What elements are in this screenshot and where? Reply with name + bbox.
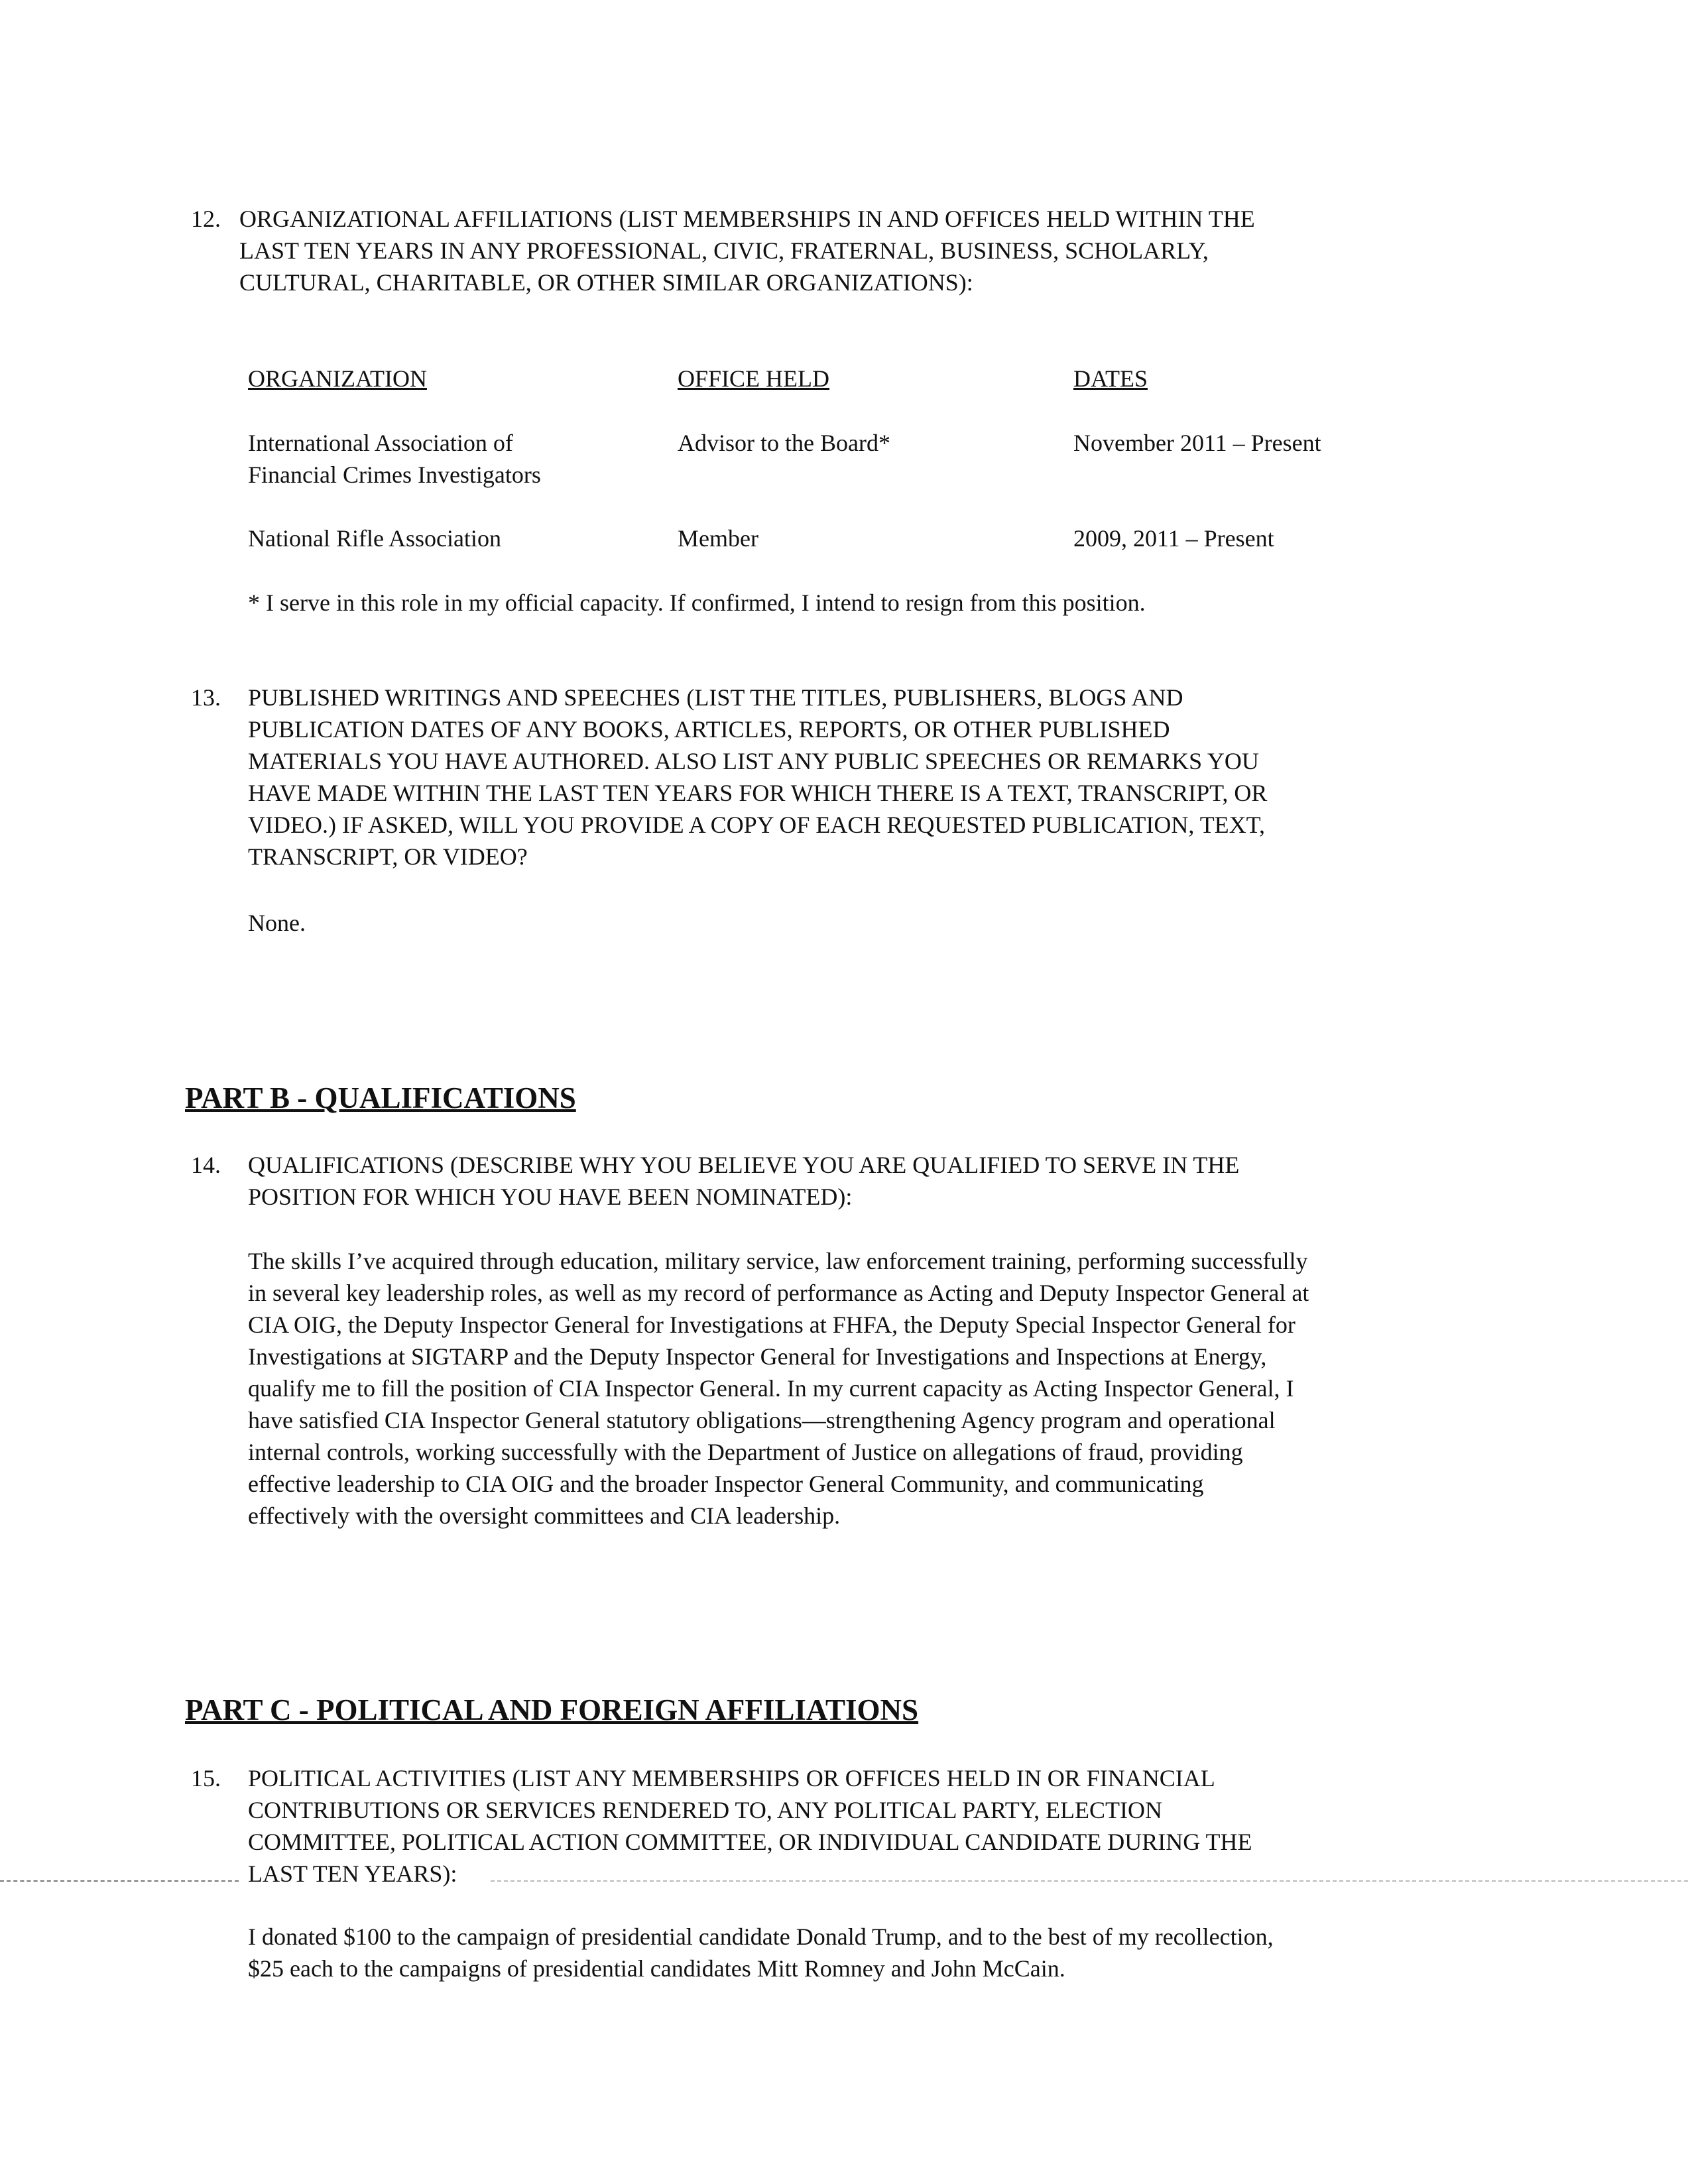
q14-line: POSITION FOR WHICH YOU HAVE BEEN NOMINATED): [248, 1183, 853, 1210]
scan-artifact-line [491, 1880, 1688, 1882]
q13-line: PUBLICATION DATES OF ANY BOOKS, ARTICLES, REPORTS, OR OTHER PUBLISHED [248, 716, 1170, 743]
q12-footnote: * I serve in this role in my official capacity. If confirmed, I intend to resign from this position. [248, 589, 1146, 616]
q15-line: LAST TEN YEARS): [248, 1860, 457, 1887]
table-cell-org [248, 427, 541, 491]
q15-line: COMMITTEE, POLITICAL ACTION COMMITTEE, OR INDIVIDUAL CANDIDATE DURING THE [248, 1829, 1252, 1855]
q12-number: 12. [191, 206, 221, 232]
col-header-organization: ORGANIZATION [248, 365, 427, 392]
answer-line: effectively with the oversight committees and CIA leadership. [248, 1502, 841, 1529]
q15-number: 15. [191, 1765, 221, 1791]
table-cell-dates: 2009, 2011 – Present [1073, 525, 1274, 552]
table-cell-office: Member [678, 525, 758, 552]
org-line: International Association of [248, 430, 513, 456]
answer-line: The skills I’ve acquired through education, military service, law enforcement training, performing successfully [248, 1248, 1308, 1274]
part-c-heading: PART C - POLITICAL AND FOREIGN AFFILIATIONS [185, 1693, 919, 1727]
q13-line: VIDEO.) IF ASKED, WILL YOU PROVIDE A COPY OF EACH REQUESTED PUBLICATION, TEXT, [248, 812, 1265, 838]
q13-line: PUBLISHED WRITINGS AND SPEECHES (LIST THE TITLES, PUBLISHERS, BLOGS AND [248, 684, 1183, 711]
answer-line: Investigations at SIGTARP and the Deputy Inspector General for Investigations and Inspections at Energy, [248, 1343, 1267, 1370]
answer-line: internal controls, working successfully with the Department of Justice on allegations of fraud, providing [248, 1439, 1243, 1465]
q15-answer [248, 1921, 1274, 1984]
answer-line: qualify me to fill the position of CIA Inspector General. In my current capacity as Acting Inspector General, I [248, 1375, 1294, 1402]
q13-line: TRANSCRIPT, OR VIDEO? [248, 843, 528, 870]
table-cell-dates: November 2011 – Present [1073, 430, 1321, 456]
q15-question [248, 1762, 1252, 1890]
q12-line: ORGANIZATIONAL AFFILIATIONS (LIST MEMBERSHIPS IN AND OFFICES HELD WITHIN THE [239, 206, 1255, 232]
q13-line: MATERIALS YOU HAVE AUTHORED. ALSO LIST ANY PUBLIC SPEECHES OR REMARKS YOU [248, 748, 1259, 774]
q15-line: POLITICAL ACTIVITIES (LIST ANY MEMBERSHIPS OR OFFICES HELD IN OR FINANCIAL [248, 1765, 1215, 1791]
q14-number: 14. [191, 1152, 221, 1178]
answer-line: in several key leadership roles, as well as my record of performance as Acting and Deputy Inspector General at [248, 1280, 1309, 1306]
q14-line: QUALIFICATIONS (DESCRIBE WHY YOU BELIEVE YOU ARE QUALIFIED TO SERVE IN THE [248, 1152, 1240, 1178]
q14-answer [248, 1245, 1309, 1532]
answer-line: $25 each to the campaigns of presidential candidates Mitt Romney and John McCain. [248, 1955, 1065, 1982]
answer-line: CIA OIG, the Deputy Inspector General for Investigations at FHFA, the Deputy Special Inspector General for [248, 1311, 1296, 1338]
part-b-heading: PART B - QUALIFICATIONS [185, 1081, 576, 1115]
answer-line: effective leadership to CIA OIG and the broader Inspector General Community, and communicating [248, 1471, 1204, 1497]
col-header-dates: DATES [1073, 365, 1148, 392]
q12-line: LAST TEN YEARS IN ANY PROFESSIONAL, CIVIC, FRATERNAL, BUSINESS, SCHOLARLY, [239, 237, 1209, 264]
q14-question [248, 1149, 1239, 1213]
q13-answer: None. [248, 910, 306, 936]
table-cell-org: National Rifle Association [248, 525, 501, 552]
q13-number: 13. [191, 684, 221, 711]
q13-line: HAVE MADE WITHIN THE LAST TEN YEARS FOR WHICH THERE IS A TEXT, TRANSCRIPT, OR [248, 780, 1268, 806]
answer-line: I donated $100 to the campaign of presidential candidate Donald Trump, and to the best of my recollection, [248, 1923, 1274, 1950]
answer-line: have satisfied CIA Inspector General statutory obligations—strengthening Agency program and operational [248, 1407, 1276, 1433]
col-header-office: OFFICE HELD [678, 365, 830, 392]
scan-artifact-line [0, 1880, 239, 1882]
org-line: Financial Crimes Investigators [248, 461, 541, 488]
table-cell-office: Advisor to the Board* [678, 430, 890, 456]
q12-question [239, 203, 1255, 298]
q15-line: CONTRIBUTIONS OR SERVICES RENDERED TO, ANY POLITICAL PARTY, ELECTION [248, 1797, 1163, 1823]
q13-question [248, 682, 1267, 873]
q12-line: CULTURAL, CHARITABLE, OR OTHER SIMILAR ORGANIZATIONS): [239, 269, 973, 296]
